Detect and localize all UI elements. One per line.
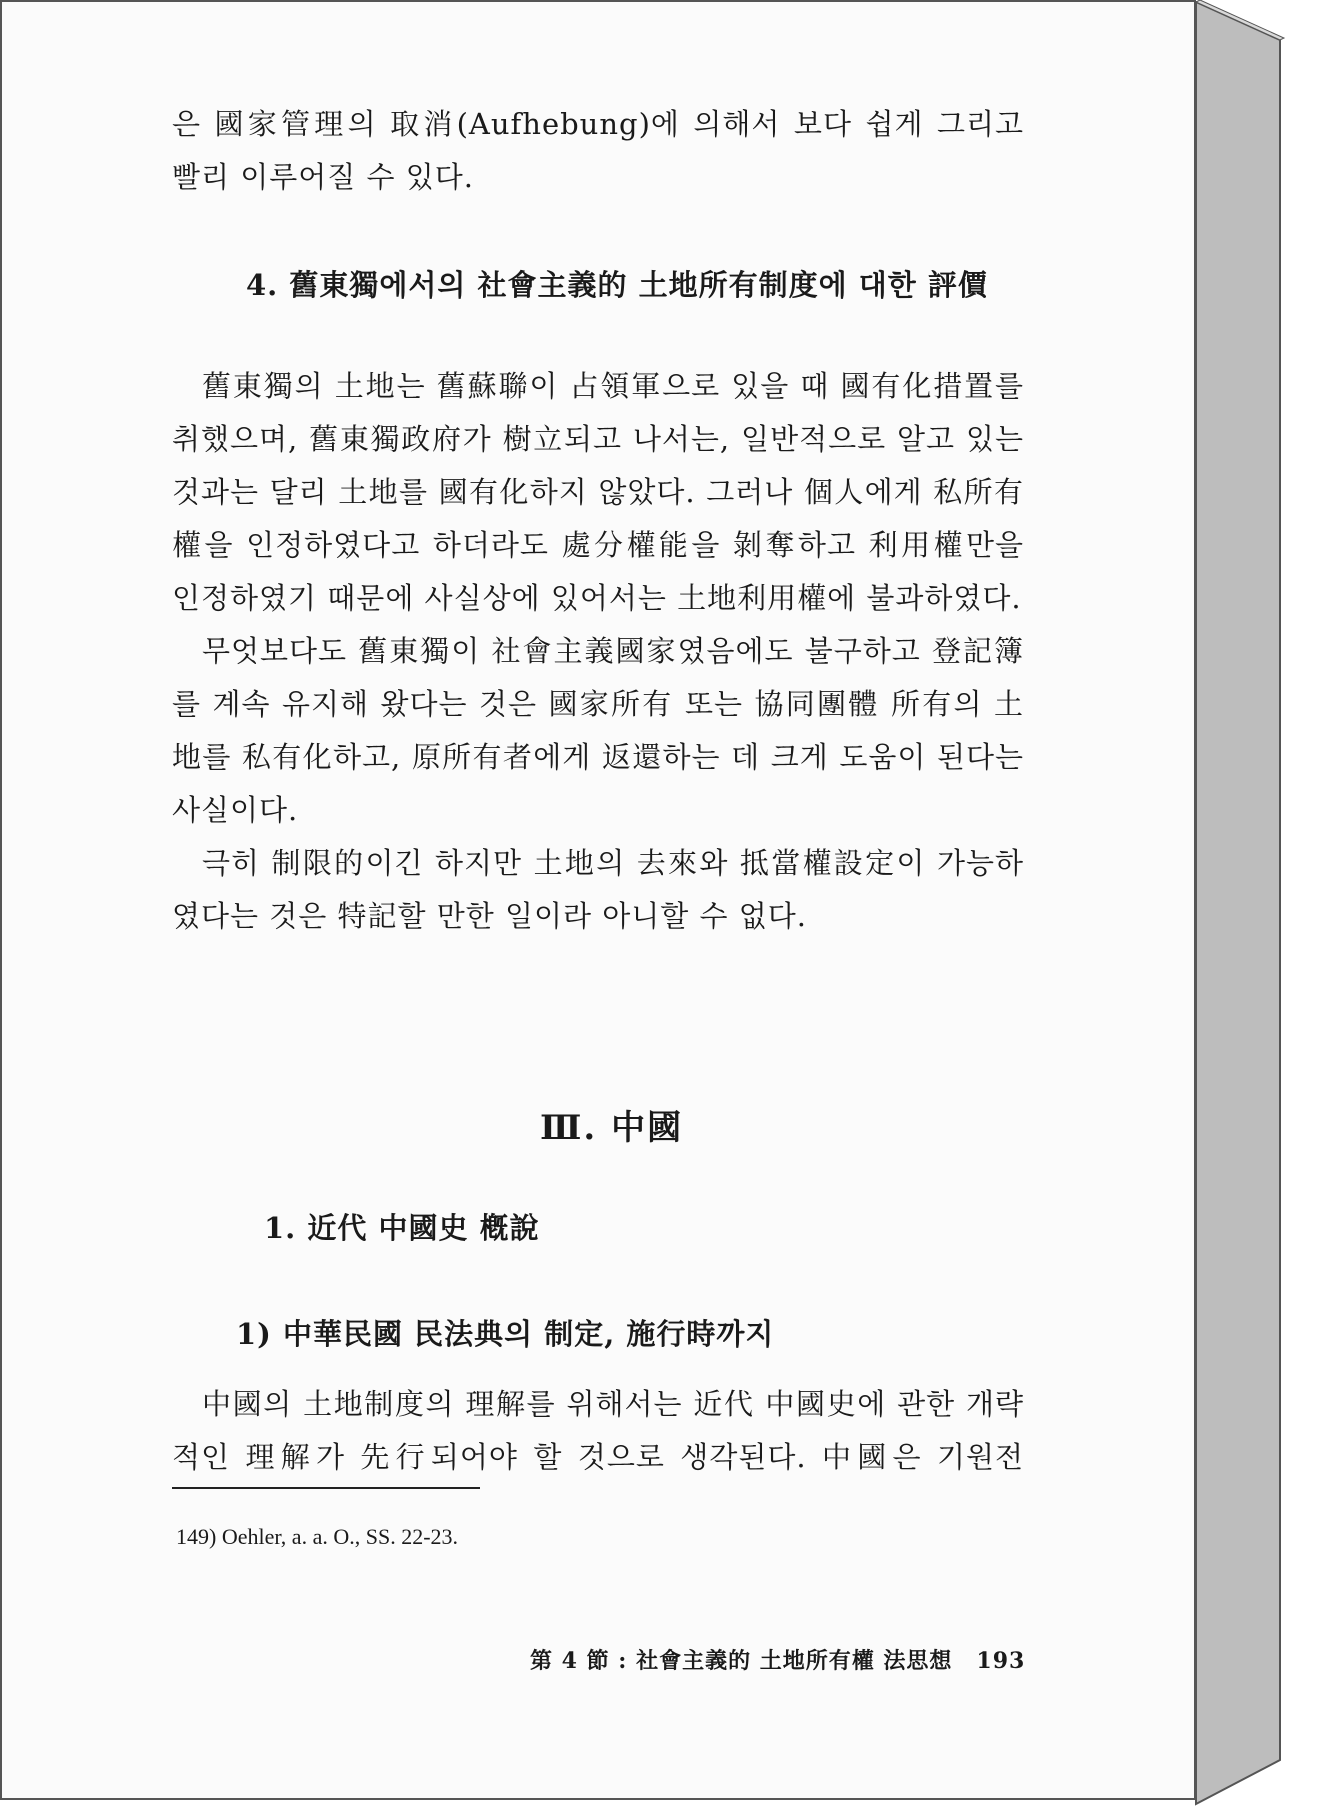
footnote: 149) Oehler, a. a. O., SS. 22-23. xyxy=(176,1524,459,1549)
page-number: 193 xyxy=(976,1648,1026,1674)
subsubsection-heading: 1) 中華民國 民法典의 制定, 施行時까지 xyxy=(236,1317,775,1351)
section-4-heading: 4. 舊東獨에서의 社會主義的 土地所有制度에 대한 評價 xyxy=(246,268,988,302)
running-footer xyxy=(530,1644,1025,1675)
section-4-body xyxy=(172,360,1024,943)
footer-title: 第 4 節 : 社會主義的 土地所有權 法思想 xyxy=(530,1648,953,1674)
opening-paragraph-block xyxy=(172,98,1024,204)
opening-paragraph: 은 國家管理의 取消(Aufhebung)에 의해서 보다 쉽게 그리고 빨리 이루어질 수 있다. xyxy=(172,107,1024,194)
paragraph-china-history: 中國의 土地制度의 理解를 위해서는 近代 中國史에 관한 개략적인 理解가 先行되어야 할 것으로 생각된다. 中國은 기원전 xyxy=(172,1387,1024,1474)
paragraph-land-ownership: 舊東獨의 土地는 舊蘇聯이 占領軍으로 있을 때 國有化措置를 취했으며, 舊東獨政府가 樹立되고 나서는, 일반적으로 알고 있는 것과는 달리 土地를 國有化하지 않았다. 그러나 個人에게 私所有權을 인정하였다고 하더라도 處分權能을 剝奪하고 利用權만을 인정하였기 때문에 사실상에 있어서는 土地利用權에 불과하였다. xyxy=(172,369,1024,615)
china-body xyxy=(172,1378,1024,1484)
paragraph-land-registry: 무엇보다도 舊東獨이 社會主義國家였음에도 불구하고 登記簿를 계속 유지해 왔다는 것은 國家所有 또는 協同團體 所有의 土地를 私有化하고, 原所有者에게 返還하는 데 크게 도움이 된다는 사실이다. xyxy=(172,634,1024,827)
chapter-title: Ⅲ. 中國 xyxy=(540,1108,684,1148)
paragraph-mortgage: 극히 制限的이긴 하지만 土地의 去來와 抵當權設定이 가능하였다는 것은 特記할 만한 일이라 아니할 수 없다. xyxy=(172,846,1024,933)
subsection-heading: 1. 近代 中國史 槪說 xyxy=(264,1211,540,1245)
footnote-divider xyxy=(172,1487,480,1489)
